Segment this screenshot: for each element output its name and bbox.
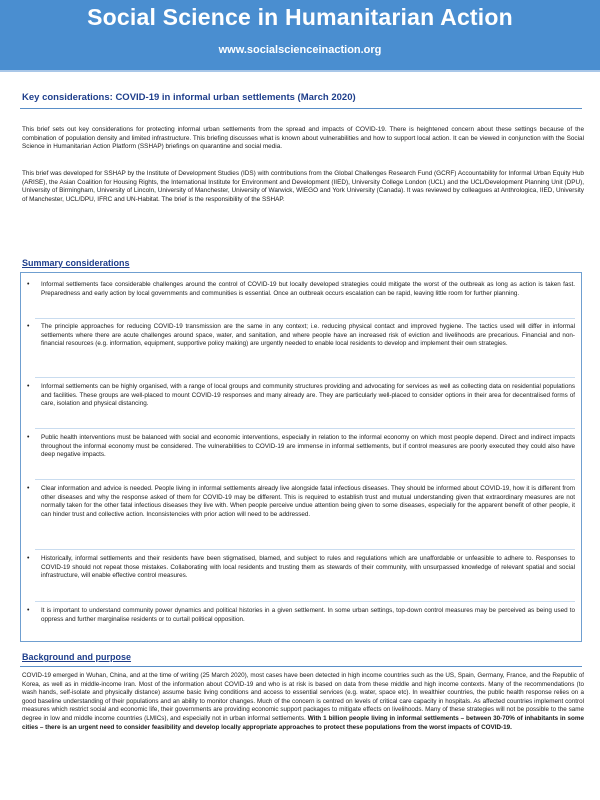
summary-heading: Summary considerations [22, 258, 130, 268]
item-divider [35, 601, 575, 602]
item-divider [35, 318, 575, 319]
summary-item-text: Public health interventions must be balanced with social and economic interventions, especially in relation to the informal economy on which most people depend. Direct and indirect impacts throughout the informal economy must be considered. The vulnerabilities to COVID-19 are immense in informal settlements, but if control measures are poorly executed they could also have deep negative impacts. [41, 434, 575, 459]
summary-item-text: The principle approaches for reducing COVID-19 transmission are the same in any context; i.e. reducing physical contact and improved hygiene. The tactics used will differ in informal settlements where there are acute challenges around space, water, and sanitation, and where people have an increased risk of eviction and livelihoods are precarious. Financial and non-financial resources (e.g. information, equipment, supportive policy making) are urgently needed to enable local residents to develop and implement their own strategies. [41, 323, 575, 348]
summary-item-text: Historically, informal settlements and their residents have been stigmatised, blamed, and subject to rules and regulations which are unaffordable or unfeasible to adhere to. Responses to COVID-19 should not repeat those mistakes. Collaborating with local residents and trusting them as stewards of their community, with unsurpassed knowledge of relevant spatial and social infrastructure, will enable effective control measures. [41, 555, 575, 580]
item-divider [35, 428, 575, 429]
intro-paragraph-2: This brief was developed for SSHAP by the Institute of Development Studies (IDS) with contributions from the Global Challenges Research Fund (GCRF) Accountability for Informal Urban Equity Hub (ARISE), the Asian Coalition for Housing Rights, the International Institute for Environment and Development (IIED), University College London (UCL) and the UCL/Development Planning Unit (DPU), University of Birmingham, University of Lincoln, University of Manchester, University of Warwick, WIEGO and York University (Canada). It was reviewed by colleagues at Anthrologica, IIED, University of Manchester, UCL/DPU, IFRC and UN-Habitat. The brief is the responsibility of the SSHAP. [22, 170, 584, 203]
document-title: Key considerations: COVID-19 in informal urban settlements (March 2020) [22, 92, 356, 103]
item-divider [35, 549, 575, 550]
bullet-icon: • [27, 383, 30, 390]
banner-title: Social Science in Humanitarian Action [87, 4, 513, 30]
bullet-icon: • [27, 555, 30, 562]
banner-url[interactable]: www.socialscienceinaction.org [218, 44, 382, 56]
intro-paragraph-1: This brief sets out key considerations for protecting informal urban settlements from the spread and impacts of COVID-19. There is heightened concern about these settings because of the combination of population density and limited infrastructure. This briefing discusses what is known about vulnerabilities and how to support local action. It can be viewed in conjunction with the Social Science in Humanitarian Action Platform (SSHAP) briefings on quarantine and social media. [22, 126, 584, 151]
item-divider [35, 479, 575, 480]
bullet-icon: • [27, 485, 30, 492]
background-paragraph [22, 672, 584, 732]
item-divider [35, 377, 575, 378]
bullet-icon: • [27, 281, 30, 288]
background-divider [20, 666, 582, 667]
summary-item-text: Clear information and advice is needed. People living in informal settlements already live alongside fatal infectious diseases. They should be informed about COVID-19, how it is different from other diseases and why the response asked of them for COVID-19 may be different. This is required to establish trust and mutual understanding given that extraordinary measures are not normally taken for the other fatal infectious diseases they live with. When people perceive undue attention being given to some diseases, especially for the apparent benefit of other people, it can hinder trust and collective action. Inconsistencies with prior action will need to be addressed. [41, 485, 575, 518]
banner-divider [0, 70, 600, 72]
bullet-icon: • [27, 607, 30, 614]
bullet-icon: • [27, 434, 30, 441]
summary-item-text: Informal settlements can be highly organised, with a range of local groups and community structures providing and advocating for services as well as collecting data on residential populations and facilities. These groups are well-placed to mount COVID-19 responses and many already are. They are particularly well-placed to consider options in their area for decentralised forms of care, isolation and physical distancing. [41, 383, 575, 408]
background-heading: Background and purpose [22, 652, 132, 662]
title-divider [20, 108, 582, 109]
summary-box [20, 272, 582, 642]
summary-item-text: Informal settlements face considerable challenges around the control of COVID-19 but locally developed strategies could mitigate the worst of the outbreak as long as action is taken fast. Preparedness and early action by local governments and communities is essential. Once an outbreak occurs escalation can be rapid, leaving little room for further planning. [41, 281, 575, 297]
summary-item-text: It is important to understand community power dynamics and political histories in a given settlement. In some urban settings, top-down control measures may be perceived as being used to oppress and further marginalise residents or to curtail political opposition. [41, 607, 575, 623]
background-bold-text: With 1 billion people living in informal settlements – between 30-70% of inhabitants in some cities – there is an urgent need to consider feasibility and develop locally appropriate approaches to protect these populations from the worst impacts of COVID-19. [22, 714, 585, 731]
header-banner [0, 0, 600, 70]
background-text: COVID-19 emerged in Wuhan, China, and at the time of writing (25 March 2020), most cases have been detected in high income countries such as the US, Spain, Germany, France, and the Republic of Korea, as well as in middle-income Iran. Most of the information about COVID-19 and who is at risk is based on data from these middle and high income contexts. Many of the recommendations (to wash hands, self-isolate and physically distance) assume basic living conditions and access to essential services (e.g. water, space etc). In wealthier countries, the public health response relies on a good baseline understanding of their populations and an ability to monitor changes. Much of the concern is centred on levels of critical care capacity in hospitals. As affected countries implement control measures which restrict social and economic life, their governments are providing economic support packages to mitigate effects on livelihoods. Many of these strategies will not be possible to the same degree in low and middle income countries (LMICs), and especially not in urban informal settlements. [22, 672, 584, 722]
bullet-icon: • [27, 323, 30, 330]
